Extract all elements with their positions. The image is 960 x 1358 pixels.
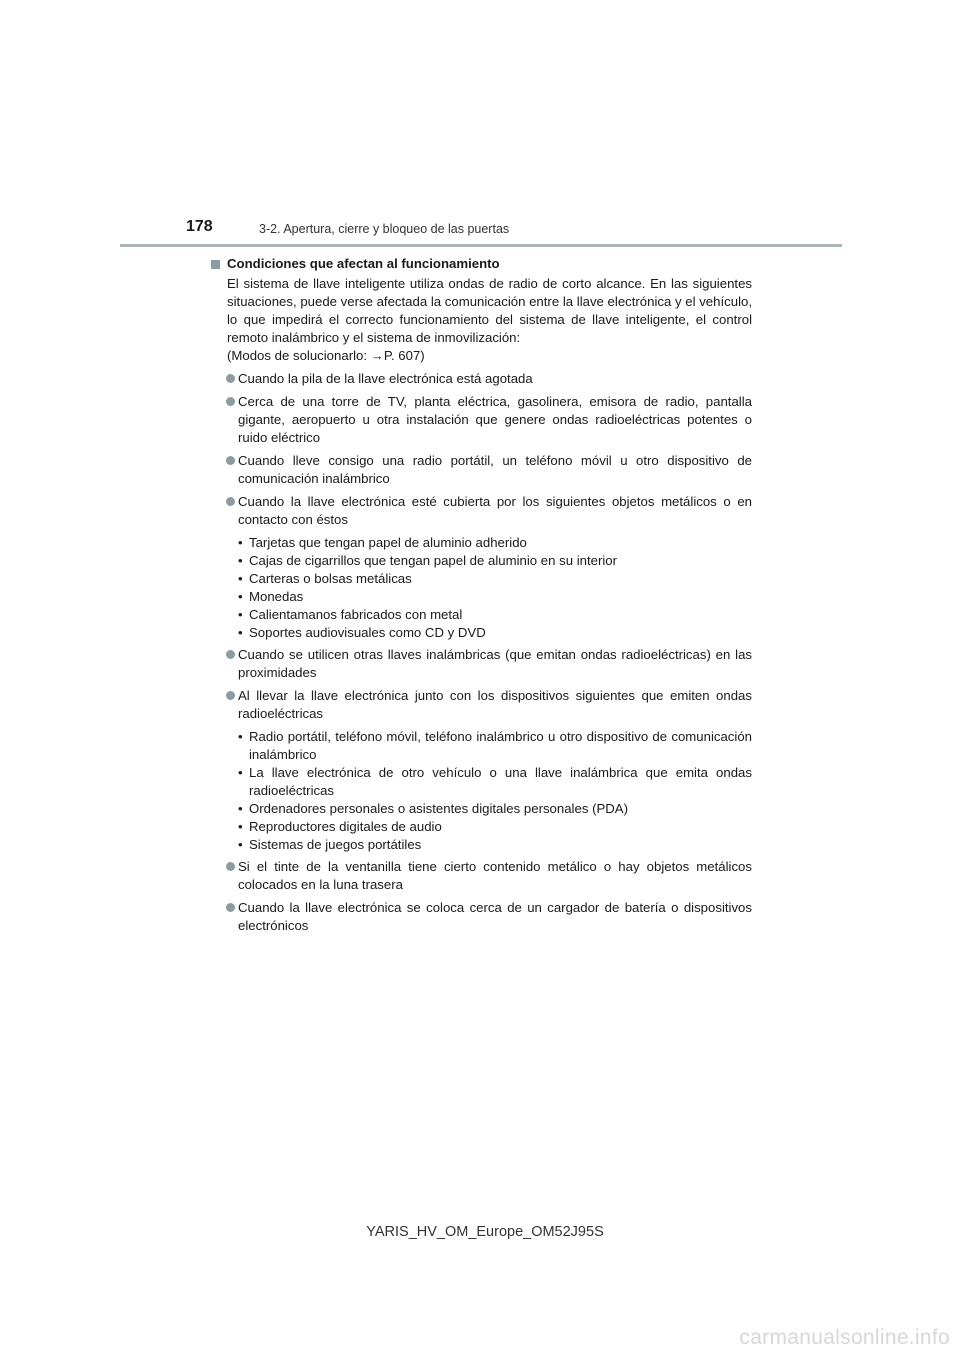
list-item — [210, 370, 752, 388]
page-number: 178 — [186, 218, 213, 235]
sub-list-item-text: Monedas — [249, 589, 304, 604]
circle-bullet-icon — [226, 374, 235, 383]
circle-bullet-icon — [226, 903, 235, 912]
sub-list-item — [210, 588, 752, 606]
circle-bullet-icon — [226, 456, 235, 465]
circle-bullet-icon — [226, 691, 235, 700]
dot-bullet-icon: • — [238, 819, 243, 834]
sub-list-item-text: Soportes audiovisuales como CD y DVD — [249, 625, 486, 640]
dot-bullet-icon: • — [238, 607, 243, 622]
sub-list-item — [210, 624, 752, 642]
list-item — [210, 899, 752, 935]
sub-list-item-text: Radio portátil, teléfono móvil, teléfono inalámbrico u otro dispositivo de comunicación inalámbrico — [249, 729, 752, 762]
list-item-text: Cerca de una torre de TV, planta eléctrica, gasolinera, emisora de radio, pantalla gigante, aeropuerto u otra instalación que genere ondas radioeléctricas potentes o ruido eléctrico — [238, 394, 752, 445]
list-item-text: Cuando la llave electrónica se coloca cerca de un cargador de batería o dispositivos electrónicos — [238, 900, 752, 933]
reference-line: (Modos de solucionarlo: →P. 607) — [227, 348, 425, 363]
section-title: 3-2. Apertura, cierre y bloqueo de las puertas — [259, 222, 510, 236]
sub-list-item — [210, 800, 752, 818]
dot-bullet-icon: • — [238, 729, 243, 744]
circle-bullet-icon — [226, 497, 235, 506]
sub-list-item-text: Sistemas de juegos portátiles — [249, 837, 422, 852]
intro-paragraph: El sistema de llave inteligente utiliza ondas de radio de corto alcance. En las siguientes situaciones, puede verse afectada la comunicación entre la llave electrónica y el vehículo, lo que impedirá el correcto funcionamiento del sistema de llave inteligente, el control remoto inalámbrico y el sistema de inmovilización: — [227, 276, 752, 345]
list-item-text: Cuando la pila de la llave electrónica está agotada — [238, 371, 533, 386]
content-body — [210, 255, 752, 935]
dot-bullet-icon: • — [238, 589, 243, 604]
sub-list-item — [210, 764, 752, 800]
sub-list-item-text: Reproductores digitales de audio — [249, 819, 442, 834]
header-rule — [120, 244, 842, 247]
sub-list-item — [210, 728, 752, 764]
sub-list-item — [210, 570, 752, 588]
list-item-text: Cuando se utilicen otras llaves inalámbricas (que emitan ondas radioeléctricas) en las proximidades — [238, 647, 752, 680]
sub-list-item-text: Ordenadores personales o asistentes digitales personales (PDA) — [249, 801, 628, 816]
sub-list-item-text: Carteras o bolsas metálicas — [249, 571, 412, 586]
list-item-text: Cuando lleve consigo una radio portátil, un teléfono móvil u otro dispositivo de comunicación inalámbrico — [238, 453, 752, 486]
footer-document-code: YARIS_HV_OM_Europe_OM52J95S — [366, 1224, 604, 1240]
list-item — [210, 858, 752, 894]
sub-list-item-text: Cajas de cigarrillos que tengan papel de aluminio en su interior — [249, 553, 618, 568]
sub-list-item-text: Tarjetas que tengan papel de aluminio adherido — [249, 535, 527, 550]
watermark-logo: carmanualsonline.info — [739, 1326, 950, 1349]
list-item — [210, 452, 752, 488]
circle-bullet-icon — [226, 650, 235, 659]
sub-list-item — [210, 606, 752, 624]
sub-list-item-text: La llave electrónica de otro vehículo o una llave inalámbrica que emita ondas radioeléctricas — [249, 765, 752, 798]
sub-list — [210, 534, 752, 642]
dot-bullet-icon: • — [238, 837, 243, 852]
list-item-text: Cuando la llave electrónica esté cubierta por los siguientes objetos metálicos o en contacto con éstos — [238, 494, 752, 527]
section-heading — [210, 255, 752, 273]
dot-bullet-icon: • — [238, 765, 243, 780]
list-item — [210, 646, 752, 682]
sub-list — [210, 728, 752, 854]
dot-bullet-icon: • — [238, 553, 243, 568]
sub-list-item — [210, 836, 752, 854]
list-item-text: Si el tinte de la ventanilla tiene cierto contenido metálico o hay objetos metálicos colocados en la luna trasera — [238, 859, 752, 892]
sub-list-item — [210, 818, 752, 836]
section-heading-text: Condiciones que afectan al funcionamiento — [227, 256, 500, 271]
sub-list-item — [210, 534, 752, 552]
circle-bullet-icon — [226, 862, 235, 871]
list-item — [210, 393, 752, 447]
sub-list-item — [210, 552, 752, 570]
sub-list-item-text: Calientamanos fabricados con metal — [249, 607, 463, 622]
list-item-text: Al llevar la llave electrónica junto con los dispositivos siguientes que emiten ondas radioeléctricas — [238, 688, 752, 721]
square-bullet-icon — [211, 260, 220, 269]
list-item — [210, 493, 752, 529]
dot-bullet-icon: • — [238, 571, 243, 586]
dot-bullet-icon: • — [238, 801, 243, 816]
dot-bullet-icon: • — [238, 535, 243, 550]
list-item — [210, 687, 752, 723]
dot-bullet-icon: • — [238, 625, 243, 640]
circle-bullet-icon — [226, 397, 235, 406]
